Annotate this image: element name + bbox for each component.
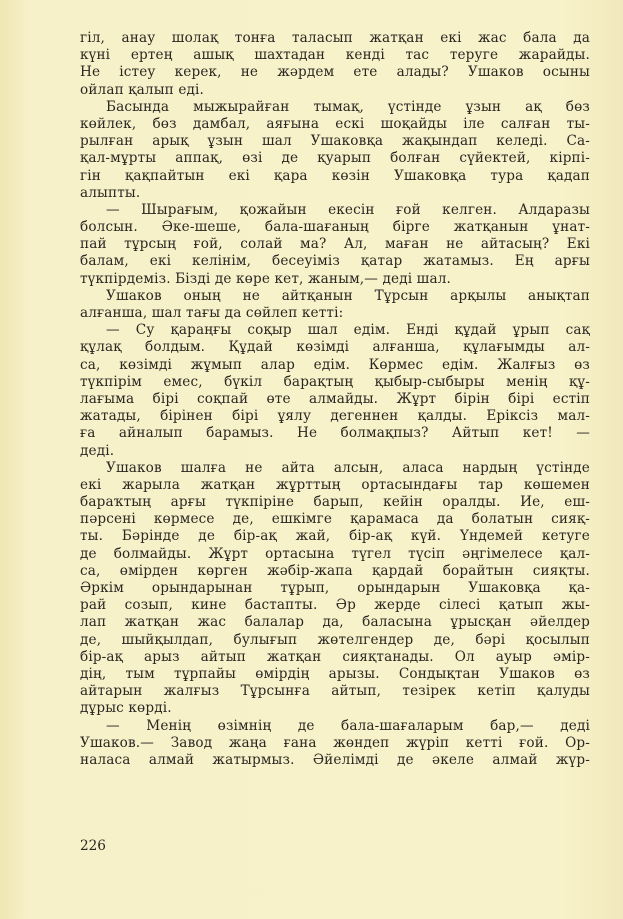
text-line: де, шыйқылдап, булығып жөтелгендер де, бәрі қосылып (80, 631, 590, 648)
text-line: Басында мыжырайған тымақ, үстінде ұзын ақ бөз (106, 98, 590, 115)
text-line: — Шырағым, қожайын екесін ғой келген. Алдаразы (106, 201, 590, 218)
text-line: са, өмірден көрген жәбір-жапа қардай борайтын сияқты. (80, 562, 590, 579)
text-line: пай тұрсың ғой, солай ма? Ал, маған не айтасың? Екі (80, 236, 590, 253)
text-line: Ушаков.— Завод жаңа ғана жөндеп жүріп кетті ғой. Ор- (80, 734, 590, 751)
text-line: рылған арық ұзын шал Ушаковқа жақындап келеді. Са- (80, 133, 590, 150)
text-line: дұрыс көрді. (80, 700, 172, 717)
text-line: қал-мұрты аппақ, өзі де қуарып болған сүйектей, кірпі- (80, 150, 590, 167)
text-line: алыпты. (80, 184, 141, 201)
text-line: жатады, бірінен бірі ұялу дегеннен қалды. Еріксіз мал- (80, 408, 590, 425)
text-line: екі жарыла жатқан жұрттың ортасындағы тар көшемен (80, 476, 590, 493)
text-line: Не істеу керек, не жәрдем ете алады? Ушаков осыны (80, 64, 590, 81)
text-line: ға айналып барамыз. Не болмақпыз? Айтып кет! — (80, 425, 590, 442)
text-line: гін қақпайтын екі қара көзін Ушаковқа тура қадап (80, 167, 590, 184)
text-line: алғанша, шал тағы да сөйлеп кетті: (80, 305, 344, 321)
text-line: лап жатқан жас балалар да, баласына ұрысқан әйелдер (80, 614, 590, 631)
text-line: пәрсені көрмесе де, ешкімге қарамаса да болатын сияқ- (80, 511, 590, 528)
text-line: айтарын жалғыз Тұрсынға айтып, тезірек кетіп қалуды (80, 683, 590, 700)
text-line: түкпірдеміз. Бізді де көре кет, жаным,— деді шал. (80, 270, 451, 287)
text-line: көйлек, бөз дамбал, аяғына ескі шоқайды іле салған ты- (80, 115, 590, 132)
text-line: бір-ақ арыз айтып жатқан сияқтанады. Ол ауыр әмір- (80, 648, 590, 665)
text-line: лағыма бірі соқпай өте алмайды. Жұрт бірін бірі естіп (80, 390, 590, 407)
text-line: Әркім орындарынан тұрып, орындарын Ушаковқа қа- (80, 580, 590, 596)
text-line: Ушаков оның не айтқанын Тұрсын арқылы анықтап (106, 287, 590, 304)
text-line: бараҡтың арғы түкпірiне барып, кейін оралды. Ие, еш- (80, 494, 590, 511)
text-line: балам, екі келінім, бесеуіміз қатар жатамыз. Ең арғы (80, 253, 590, 270)
text-line: түкпірім емес, бүкіл барақтың қыбыр-сыбыры менің құ- (80, 373, 590, 390)
page-body-text (80, 30, 590, 769)
text-line: ты. Бәрінде де бір-ақ жай, бір-ақ күй. Үндемей кетуге (80, 528, 590, 545)
text-line: — Менің өзімнің де бала-шағаларым бар,— деді (106, 717, 590, 734)
text-line: де болмайды. Жұрт ортасына түгел түсіп әңгімелесе қал- (80, 545, 590, 562)
text-line: күні ертең ашық шахтадан кенді таc теруге жарайды. (80, 47, 590, 64)
text-line: наласа алмай жатырмыз. Әйелімді де әкеле алмай жүр- (80, 751, 590, 768)
text-line: болсын. Әке-шеше, бала-шағаның бірге жатқанын ұнат- (80, 219, 590, 236)
page-number: 226 (80, 838, 106, 854)
text-line: деді. (80, 442, 115, 459)
text-line: — Су қараңғы соқыр шал едім. Енді құдай ұрып сақ (106, 322, 590, 339)
text-line: құлақ болдым. Құдай көзімді алғанша, құлағымды ал- (80, 339, 590, 356)
text-line: ойлап қалып еді. (80, 81, 205, 98)
text-line: са, көзімді жұмып алар едім. Көрмес едім. Жалғыз өз (80, 356, 590, 373)
text-line: гіл, анау шолақ тонға таласып жатқан екі жас бала да (80, 30, 590, 46)
text-line: рай созып, кине бастапты. Әр жерде сілесі қатып жы- (80, 597, 590, 614)
text-line: Ушаков шалға не айта алсын, аласа нардың үстінде (106, 459, 590, 476)
text-line: дің, тым тұрпайы өмірдің арызы. Сондықтан Ушаков өз (80, 665, 590, 682)
